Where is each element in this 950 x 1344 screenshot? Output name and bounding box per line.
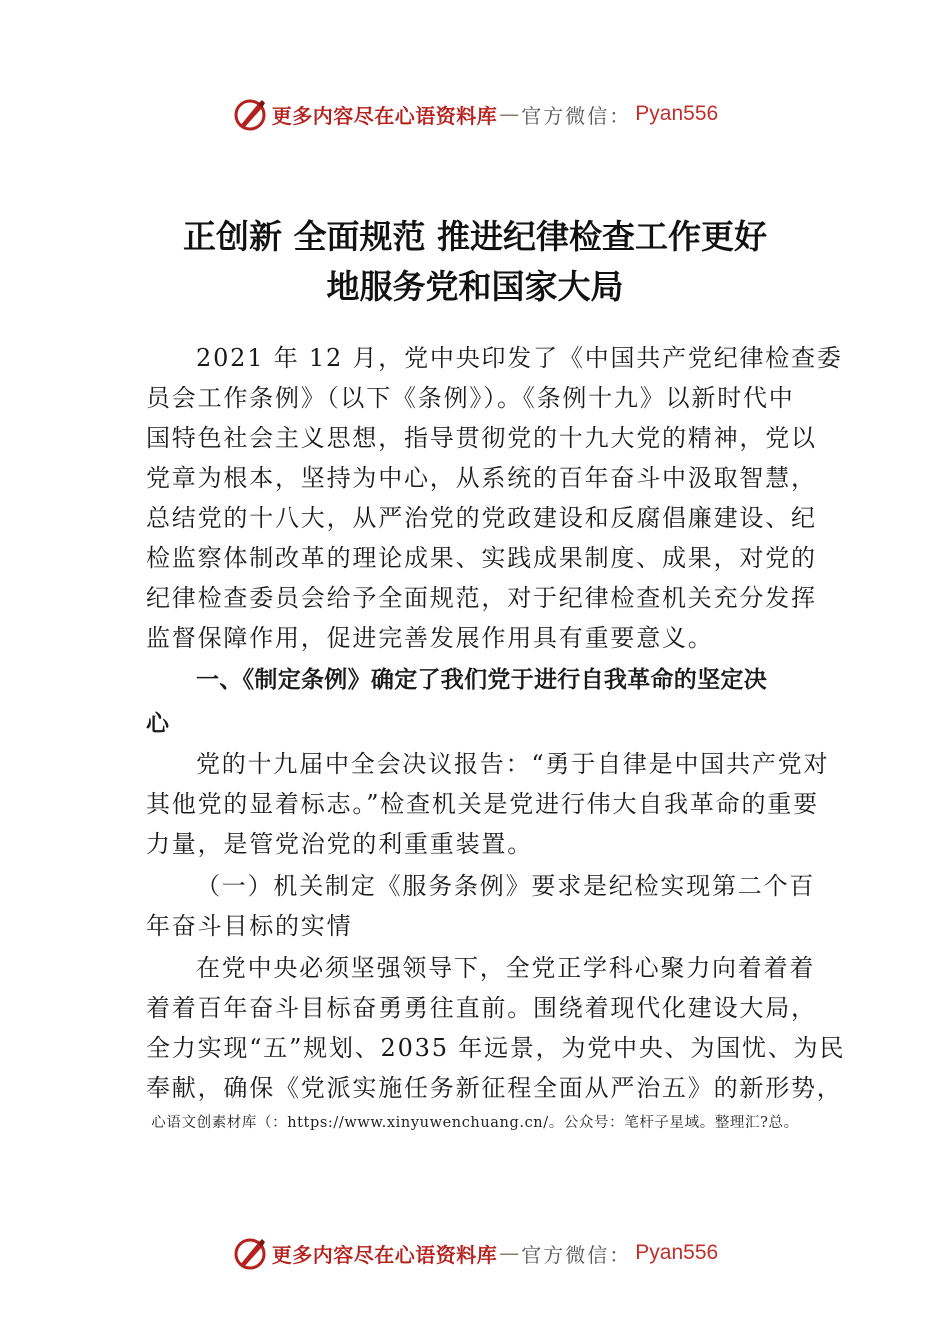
- text-line: 着着百年奋斗目标奋勇勇往直前。围绕着现代化建设大局，: [146, 994, 817, 1022]
- paragraph-intro: [146, 338, 843, 658]
- text-line: 在党中央必须坚强领导下，全党正学科心聚力向着着着: [196, 954, 816, 982]
- text-line: 员会工作条例》（以下《条例》）。《条例十九》以新时代中: [146, 384, 795, 412]
- section-heading-1: [146, 658, 808, 746]
- banner-wechat-id: Pyan556: [635, 102, 719, 125]
- pen-logo-icon: [232, 1235, 268, 1271]
- text-line: 其他党的显着标志。”检查机关是党进行伟大自我革命的重要: [146, 790, 819, 818]
- paragraph-resolution: [146, 744, 830, 864]
- source-footnote: 心语文创素材库（：https://www.xinyuwenchuang.cn/。公众号：笔杆子星域。整理汇?总。: [151, 1115, 799, 1131]
- text-line: 国特色社会主义思想，指导贯彻党的十九大党的精神，党以: [146, 424, 817, 452]
- pen-logo-icon: [232, 96, 268, 132]
- document-title-line2: 地服务党和国家大局: [326, 267, 624, 306]
- banner-wechat-label: 官方微信：: [521, 103, 632, 128]
- banner-dash: —: [499, 1241, 520, 1265]
- text-line: 力量，是管党治党的利重重装置。: [146, 830, 533, 858]
- subsection-heading-1: [146, 866, 816, 946]
- paragraph-leadership: [146, 948, 846, 1108]
- banner-dash: —: [499, 102, 520, 126]
- banner-wechat-label: 官方微信：: [521, 1242, 632, 1267]
- document-title-line1: 正创新 全面规范 推进纪律检查工作更好: [183, 217, 767, 256]
- header-banner: [0, 94, 950, 134]
- text-line: 年奋斗目标的实情: [146, 912, 353, 940]
- text-line: 监督保障作用，促进完善发展作用具有重要意义。: [146, 624, 714, 652]
- heading-line: 心: [146, 711, 170, 737]
- text-line: 党的十九届中全会决议报告：“勇于自律是中国共产党对: [196, 750, 830, 778]
- text-line: 2021 年 12 月，党中央印发了《中国共产党纪律检查委: [196, 344, 843, 372]
- heading-line: 一、《制定条例》确定了我们党于进行自我革命的坚定决: [196, 667, 767, 693]
- banner-wechat-id: Pyan556: [635, 1241, 719, 1264]
- text-line: 奉献，确保《党派实施任务新征程全面从严治五》的新形势，: [146, 1074, 843, 1102]
- text-line: 纪律检查委员会给予全面规范，对于纪律检查机关充分发挥: [146, 584, 817, 612]
- text-line: 检监察体制改革的理论成果、实践成果制度、成果，对党的: [146, 544, 817, 572]
- text-line: 总结党的十八大，从严治党的党政建设和反腐倡廉建设、纪: [146, 504, 817, 532]
- banner-site-text: 更多内容尽在心语资料库: [271, 1242, 498, 1267]
- text-line: （一）机关制定《服务条例》要求是纪检实现第二个百: [196, 872, 816, 900]
- footer-banner: [0, 1233, 950, 1273]
- banner-site-text: 更多内容尽在心语资料库: [271, 103, 498, 128]
- text-line: 党章为根本，坚持为中心，从系统的百年奋斗中汲取智慧，: [146, 464, 817, 492]
- text-line: 全力实现“五”规划、2035 年远景，为党中央、为国忧、为民: [146, 1034, 846, 1062]
